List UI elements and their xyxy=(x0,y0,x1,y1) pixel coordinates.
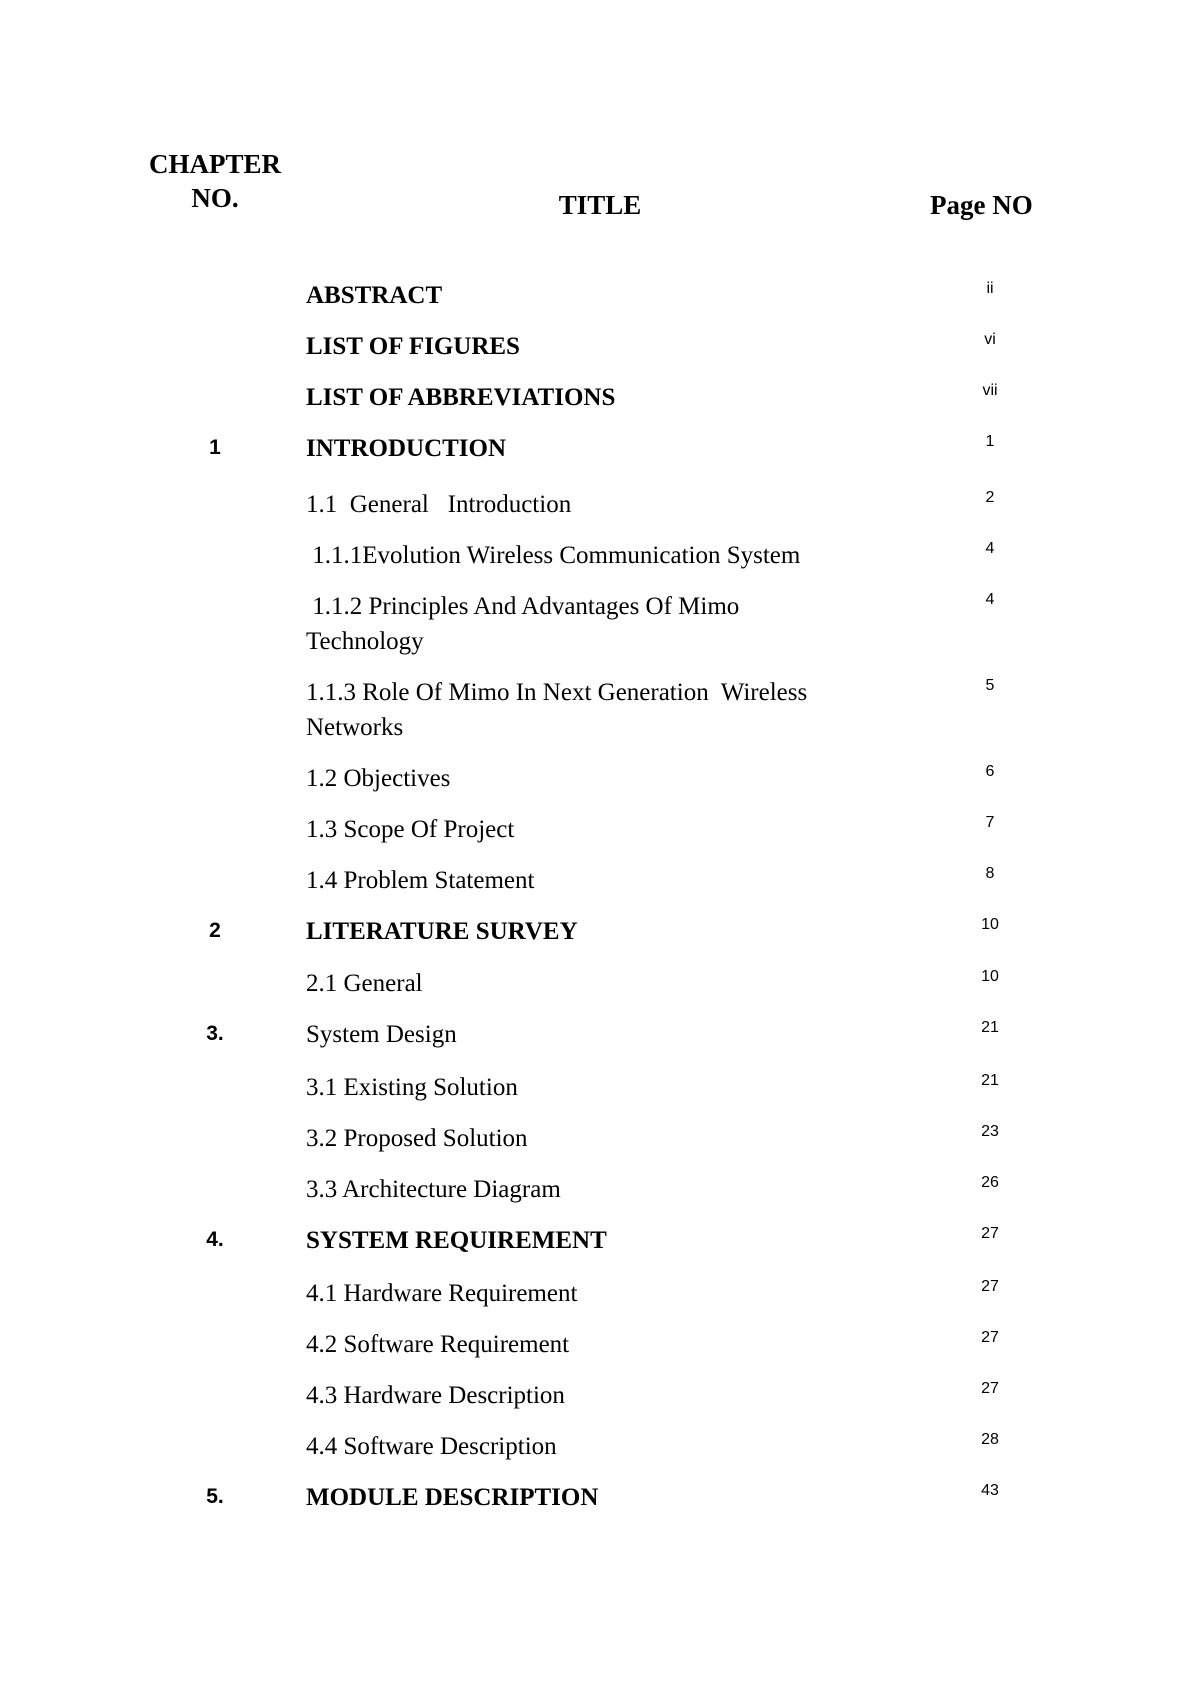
toc-page-number: 2 xyxy=(985,489,995,506)
toc-page-number: 1 xyxy=(985,433,995,450)
toc-entry-title: 3.3 Architecture Diagram xyxy=(306,1176,561,1203)
toc-chapter-number: 2 xyxy=(209,919,221,942)
toc-page-number: 21 xyxy=(981,1019,999,1036)
toc-page-number: 8 xyxy=(985,865,995,882)
toc-entry-title: 4.1 Hardware Requirement xyxy=(306,1280,578,1307)
toc-entry-title: LIST OF FIGURES xyxy=(306,333,520,360)
toc-page-number: 27 xyxy=(981,1380,999,1397)
header-title: TITLE xyxy=(558,190,642,220)
toc-page-number: 27 xyxy=(981,1278,999,1295)
toc-entry-title: 1.1 General Introduction xyxy=(306,491,572,518)
toc-page-number: vii xyxy=(982,382,998,399)
toc-page-number: 10 xyxy=(981,968,999,985)
toc-entry-title: ABSTRACT xyxy=(306,282,443,309)
toc-page-number: 4 xyxy=(985,540,995,557)
toc-entry-title: LITERATURE SURVEY xyxy=(306,918,578,945)
toc-page-number: ii xyxy=(986,280,994,297)
toc-entry-title: LIST OF ABBREVIATIONS xyxy=(306,384,616,411)
toc-entry-title: System Design xyxy=(306,1021,457,1048)
toc-page-number: 23 xyxy=(981,1123,999,1140)
toc-entry-title: SYSTEM REQUIREMENT xyxy=(306,1227,607,1254)
toc-page-number: 6 xyxy=(985,763,995,780)
toc-entry-title: 1.4 Problem Statement xyxy=(306,867,535,894)
header-page-no: Page NO xyxy=(930,190,1033,220)
toc-page-number: 28 xyxy=(981,1431,999,1448)
toc-page-number: 27 xyxy=(981,1329,999,1346)
toc-page-number: 26 xyxy=(981,1174,999,1191)
toc-page-number: 43 xyxy=(981,1482,999,1499)
toc-entry-title: 4.3 Hardware Description xyxy=(306,1382,565,1409)
toc-entry-title: 3.2 Proposed Solution xyxy=(306,1125,528,1152)
toc-entry-title: INTRODUCTION xyxy=(306,435,507,462)
toc-chapter-number: 4. xyxy=(206,1228,224,1251)
toc-page-number: 27 xyxy=(981,1225,999,1242)
toc-page-number: vi xyxy=(984,331,996,348)
toc-entry-title: 1.1.2 Principles And Advantages Of Mimo Technology xyxy=(306,593,740,655)
toc-page-number: 7 xyxy=(985,814,995,831)
toc-entry-title: MODULE DESCRIPTION xyxy=(306,1484,599,1511)
toc-chapter-number: 5. xyxy=(206,1485,224,1508)
toc-page-number: 4 xyxy=(985,591,995,608)
header-chapter-line1: CHAPTER xyxy=(148,149,281,179)
toc-page-number: 5 xyxy=(985,677,995,694)
toc-entry-title: 1.1.3 Role Of Mimo In Next Generation Wireless Networks xyxy=(306,679,808,741)
header-chapter-no xyxy=(146,147,284,215)
toc-entry-title: 3.1 Existing Solution xyxy=(306,1074,518,1101)
toc-entry-title: 4.4 Software Description xyxy=(306,1433,557,1460)
toc-chapter-number: 3. xyxy=(206,1022,224,1045)
toc-chapter-number: 1 xyxy=(209,436,221,459)
toc-page-number: 10 xyxy=(981,916,999,933)
toc-entry-title: 4.2 Software Requirement xyxy=(306,1331,570,1358)
toc-entry-title: 1.2 Objectives xyxy=(306,765,451,792)
toc-entry-title: 1.3 Scope Of Project xyxy=(306,816,515,843)
toc-page-number: 21 xyxy=(981,1072,999,1089)
toc-entry-title: 2.1 General xyxy=(306,970,423,997)
toc-entry-title: 1.1.1Evolution Wireless Communication System xyxy=(306,542,801,569)
header-chapter-line2: NO. xyxy=(191,183,239,213)
